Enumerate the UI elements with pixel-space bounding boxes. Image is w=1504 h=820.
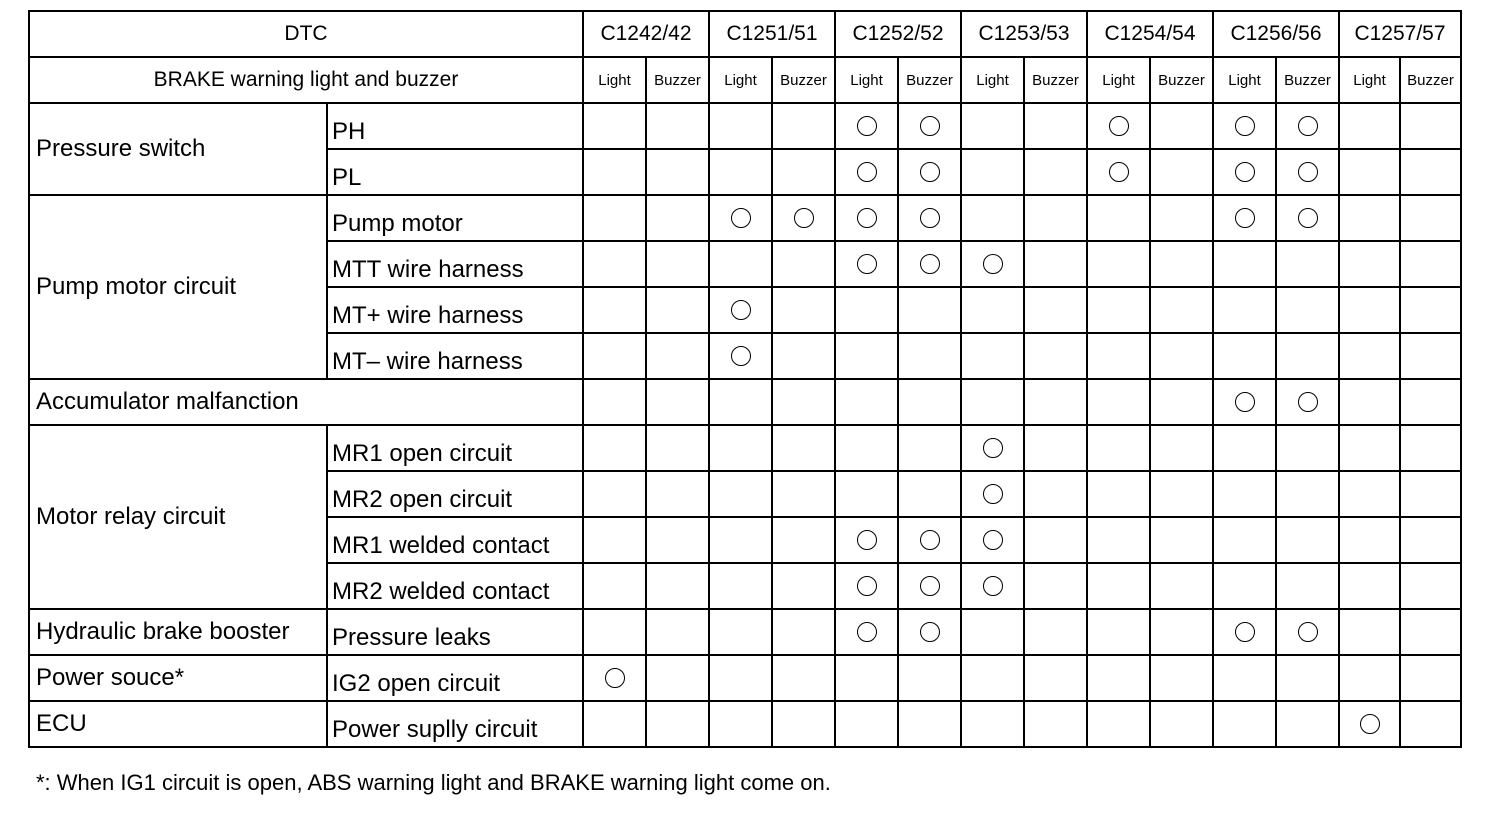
light-cell — [1339, 287, 1400, 333]
buzzer-cell — [898, 241, 961, 287]
circle-mark-icon — [920, 254, 940, 274]
buzzer-cell — [1400, 563, 1461, 609]
light-cell — [835, 149, 898, 195]
light-cell — [709, 655, 772, 701]
light-cell — [709, 287, 772, 333]
table-row — [29, 195, 1461, 241]
buzzer-cell — [898, 563, 961, 609]
buzzer-cell — [898, 471, 961, 517]
light-cell — [1213, 701, 1276, 747]
buzzer-cell — [1024, 149, 1087, 195]
light-cell — [583, 241, 646, 287]
light-cell — [709, 517, 772, 563]
group-label: Accumulator malfanction — [29, 379, 583, 425]
light-cell — [961, 471, 1024, 517]
buzzer-cell — [898, 655, 961, 701]
circle-mark-icon — [1235, 622, 1255, 642]
light-cell — [1087, 563, 1150, 609]
light-cell — [835, 701, 898, 747]
buzzer-cell — [1400, 333, 1461, 379]
circle-mark-icon — [1298, 162, 1318, 182]
buzzer-cell — [646, 149, 709, 195]
header-row-brake — [29, 57, 1461, 103]
dtc-code-header: C1252/52 — [835, 11, 961, 57]
buzzer-cell — [1276, 241, 1339, 287]
buzzer-cell — [1150, 425, 1213, 471]
buzzer-subheader: Buzzer — [1400, 57, 1461, 103]
light-cell — [583, 103, 646, 149]
buzzer-cell — [1276, 701, 1339, 747]
light-cell — [583, 379, 646, 425]
circle-mark-icon — [920, 530, 940, 550]
dtc-table — [28, 10, 1462, 748]
circle-mark-icon — [983, 484, 1003, 504]
table-row — [29, 609, 1461, 655]
light-cell — [1087, 517, 1150, 563]
light-cell — [709, 103, 772, 149]
circle-mark-icon — [605, 668, 625, 688]
group-label: Motor relay circuit — [29, 425, 327, 609]
light-subheader: Light — [961, 57, 1024, 103]
item-label: PL — [327, 149, 583, 195]
buzzer-cell — [1400, 149, 1461, 195]
buzzer-cell — [1150, 333, 1213, 379]
light-cell — [709, 609, 772, 655]
light-cell — [1339, 379, 1400, 425]
buzzer-cell — [1150, 701, 1213, 747]
light-cell — [1087, 379, 1150, 425]
buzzer-cell — [1150, 287, 1213, 333]
circle-mark-icon — [857, 576, 877, 596]
light-cell — [961, 563, 1024, 609]
buzzer-cell — [1150, 609, 1213, 655]
buzzer-cell — [1276, 517, 1339, 563]
buzzer-cell — [1400, 701, 1461, 747]
circle-mark-icon — [1235, 208, 1255, 228]
light-cell — [1213, 425, 1276, 471]
light-cell — [1213, 563, 1276, 609]
buzzer-cell — [772, 655, 835, 701]
item-label: Power suplly circuit — [327, 701, 583, 747]
item-label: MT+ wire harness — [327, 287, 583, 333]
table-row — [29, 379, 1461, 425]
buzzer-cell — [772, 517, 835, 563]
light-cell — [961, 149, 1024, 195]
buzzer-cell — [772, 471, 835, 517]
circle-mark-icon — [983, 530, 1003, 550]
buzzer-cell — [898, 425, 961, 471]
buzzer-cell — [1400, 471, 1461, 517]
light-cell — [583, 609, 646, 655]
header-row-dtc — [29, 11, 1461, 57]
buzzer-cell — [772, 333, 835, 379]
group-label: ECU — [29, 701, 327, 747]
light-cell — [1087, 287, 1150, 333]
buzzer-cell — [1400, 287, 1461, 333]
buzzer-cell — [1024, 471, 1087, 517]
light-cell — [709, 379, 772, 425]
buzzer-cell — [898, 609, 961, 655]
circle-mark-icon — [857, 162, 877, 182]
light-cell — [835, 103, 898, 149]
buzzer-cell — [772, 241, 835, 287]
light-cell — [1339, 425, 1400, 471]
light-cell — [961, 701, 1024, 747]
circle-mark-icon — [920, 162, 940, 182]
light-cell — [1087, 609, 1150, 655]
light-cell — [835, 379, 898, 425]
buzzer-cell — [1400, 609, 1461, 655]
light-cell — [961, 195, 1024, 241]
light-cell — [1213, 379, 1276, 425]
buzzer-cell — [1276, 195, 1339, 241]
light-cell — [835, 241, 898, 287]
circle-mark-icon — [1235, 162, 1255, 182]
buzzer-cell — [1276, 563, 1339, 609]
buzzer-cell — [1024, 425, 1087, 471]
buzzer-cell — [898, 701, 961, 747]
buzzer-cell — [646, 563, 709, 609]
light-cell — [961, 333, 1024, 379]
light-cell — [835, 655, 898, 701]
circle-mark-icon — [920, 116, 940, 136]
buzzer-cell — [1276, 287, 1339, 333]
light-cell — [1339, 149, 1400, 195]
circle-mark-icon — [1235, 392, 1255, 412]
light-cell — [583, 195, 646, 241]
light-cell — [709, 149, 772, 195]
buzzer-cell — [772, 563, 835, 609]
buzzer-cell — [646, 379, 709, 425]
light-cell — [1339, 195, 1400, 241]
light-cell — [1087, 195, 1150, 241]
light-cell — [583, 655, 646, 701]
buzzer-cell — [772, 701, 835, 747]
light-cell — [1087, 103, 1150, 149]
buzzer-cell — [1024, 563, 1087, 609]
dtc-code-header: C1253/53 — [961, 11, 1087, 57]
item-label: MR1 welded contact — [327, 517, 583, 563]
buzzer-cell — [1150, 241, 1213, 287]
buzzer-cell — [898, 103, 961, 149]
buzzer-cell — [1150, 149, 1213, 195]
buzzer-cell — [1276, 333, 1339, 379]
light-cell — [961, 103, 1024, 149]
buzzer-cell — [1024, 379, 1087, 425]
item-label: MT– wire harness — [327, 333, 583, 379]
light-cell — [1087, 655, 1150, 701]
circle-mark-icon — [1298, 622, 1318, 642]
table-row — [29, 103, 1461, 149]
light-cell — [583, 333, 646, 379]
circle-mark-icon — [920, 576, 940, 596]
table-row — [29, 425, 1461, 471]
buzzer-cell — [1024, 517, 1087, 563]
circle-mark-icon — [731, 346, 751, 366]
buzzer-cell — [898, 149, 961, 195]
circle-mark-icon — [983, 576, 1003, 596]
buzzer-cell — [646, 471, 709, 517]
group-label: Hydraulic brake booster — [29, 609, 327, 655]
light-cell — [709, 563, 772, 609]
light-cell — [1087, 471, 1150, 517]
item-label: Pressure leaks — [327, 609, 583, 655]
circle-mark-icon — [920, 208, 940, 228]
circle-mark-icon — [983, 254, 1003, 274]
group-label: Pressure switch — [29, 103, 327, 195]
light-subheader: Light — [1213, 57, 1276, 103]
buzzer-cell — [1150, 517, 1213, 563]
light-cell — [1213, 333, 1276, 379]
light-cell — [1339, 563, 1400, 609]
light-cell — [1213, 609, 1276, 655]
light-cell — [1339, 701, 1400, 747]
circle-mark-icon — [731, 208, 751, 228]
circle-mark-icon — [920, 622, 940, 642]
buzzer-cell — [1276, 149, 1339, 195]
buzzer-cell — [772, 195, 835, 241]
light-cell — [583, 425, 646, 471]
buzzer-cell — [1150, 379, 1213, 425]
light-cell — [1213, 103, 1276, 149]
buzzer-cell — [646, 241, 709, 287]
buzzer-cell — [1024, 103, 1087, 149]
light-subheader: Light — [709, 57, 772, 103]
buzzer-cell — [646, 287, 709, 333]
buzzer-cell — [1400, 517, 1461, 563]
dtc-code-header: C1242/42 — [583, 11, 709, 57]
buzzer-cell — [898, 517, 961, 563]
buzzer-cell — [646, 195, 709, 241]
light-cell — [1339, 241, 1400, 287]
circle-mark-icon — [857, 254, 877, 274]
light-cell — [1339, 471, 1400, 517]
light-cell — [1339, 103, 1400, 149]
light-cell — [835, 333, 898, 379]
buzzer-cell — [646, 517, 709, 563]
buzzer-cell — [1024, 609, 1087, 655]
buzzer-cell — [1150, 195, 1213, 241]
buzzer-cell — [898, 287, 961, 333]
light-cell — [1213, 287, 1276, 333]
buzzer-cell — [1150, 655, 1213, 701]
light-cell — [961, 517, 1024, 563]
light-cell — [835, 609, 898, 655]
buzzer-subheader: Buzzer — [1024, 57, 1087, 103]
light-cell — [835, 517, 898, 563]
buzzer-cell — [1276, 103, 1339, 149]
buzzer-cell — [646, 655, 709, 701]
buzzer-cell — [1024, 287, 1087, 333]
buzzer-cell — [1400, 425, 1461, 471]
buzzer-cell — [646, 425, 709, 471]
light-cell — [1339, 655, 1400, 701]
table-row — [29, 655, 1461, 701]
circle-mark-icon — [1235, 116, 1255, 136]
buzzer-cell — [1024, 195, 1087, 241]
light-cell — [1213, 471, 1276, 517]
item-label: PH — [327, 103, 583, 149]
circle-mark-icon — [857, 116, 877, 136]
buzzer-cell — [1276, 471, 1339, 517]
buzzer-cell — [1150, 471, 1213, 517]
light-cell — [1339, 333, 1400, 379]
circle-mark-icon — [1298, 392, 1318, 412]
buzzer-cell — [772, 379, 835, 425]
circle-mark-icon — [983, 438, 1003, 458]
dtc-code-header: C1256/56 — [1213, 11, 1339, 57]
circle-mark-icon — [857, 208, 877, 228]
light-cell — [1213, 655, 1276, 701]
light-cell — [583, 149, 646, 195]
buzzer-cell — [646, 609, 709, 655]
brake-warning-header: BRAKE warning light and buzzer — [29, 57, 583, 103]
circle-mark-icon — [1298, 116, 1318, 136]
item-label: MR1 open circuit — [327, 425, 583, 471]
light-cell — [709, 241, 772, 287]
circle-mark-icon — [857, 622, 877, 642]
buzzer-cell — [1276, 379, 1339, 425]
light-cell — [1339, 517, 1400, 563]
buzzer-cell — [1400, 195, 1461, 241]
light-subheader: Light — [835, 57, 898, 103]
light-cell — [709, 701, 772, 747]
buzzer-cell — [1276, 655, 1339, 701]
buzzer-cell — [1150, 103, 1213, 149]
buzzer-cell — [898, 379, 961, 425]
buzzer-subheader: Buzzer — [1276, 57, 1339, 103]
light-cell — [583, 563, 646, 609]
light-cell — [835, 195, 898, 241]
light-cell — [835, 425, 898, 471]
dtc-code-header: C1257/57 — [1339, 11, 1461, 57]
circle-mark-icon — [1109, 162, 1129, 182]
light-cell — [1087, 333, 1150, 379]
light-cell — [961, 655, 1024, 701]
light-cell — [835, 287, 898, 333]
light-cell — [961, 241, 1024, 287]
buzzer-cell — [772, 425, 835, 471]
buzzer-cell — [1400, 241, 1461, 287]
light-cell — [835, 471, 898, 517]
buzzer-cell — [1024, 333, 1087, 379]
light-cell — [1213, 195, 1276, 241]
light-cell — [961, 609, 1024, 655]
light-subheader: Light — [1339, 57, 1400, 103]
buzzer-subheader: Buzzer — [898, 57, 961, 103]
buzzer-cell — [1150, 563, 1213, 609]
circle-mark-icon — [731, 300, 751, 320]
light-cell — [1339, 609, 1400, 655]
table-body — [29, 11, 1461, 747]
buzzer-subheader: Buzzer — [772, 57, 835, 103]
light-cell — [961, 379, 1024, 425]
buzzer-cell — [646, 103, 709, 149]
light-cell — [835, 563, 898, 609]
light-cell — [1087, 241, 1150, 287]
light-cell — [583, 517, 646, 563]
buzzer-cell — [1024, 701, 1087, 747]
buzzer-cell — [898, 333, 961, 379]
table-row — [29, 701, 1461, 747]
light-cell — [709, 195, 772, 241]
group-label: Pump motor circuit — [29, 195, 327, 379]
buzzer-cell — [772, 609, 835, 655]
buzzer-cell — [772, 149, 835, 195]
item-label: MR2 welded contact — [327, 563, 583, 609]
dtc-code-header: C1251/51 — [709, 11, 835, 57]
light-subheader: Light — [1087, 57, 1150, 103]
buzzer-cell — [772, 103, 835, 149]
light-cell — [1087, 425, 1150, 471]
light-cell — [709, 425, 772, 471]
buzzer-cell — [1400, 655, 1461, 701]
buzzer-cell — [1400, 103, 1461, 149]
light-cell — [583, 287, 646, 333]
group-label: Power souce* — [29, 655, 327, 701]
light-cell — [1213, 241, 1276, 287]
light-cell — [709, 333, 772, 379]
light-cell — [583, 471, 646, 517]
light-cell — [1087, 701, 1150, 747]
circle-mark-icon — [1109, 116, 1129, 136]
circle-mark-icon — [1298, 208, 1318, 228]
buzzer-cell — [1024, 241, 1087, 287]
buzzer-cell — [898, 195, 961, 241]
buzzer-cell — [646, 701, 709, 747]
dtc-code-header: C1254/54 — [1087, 11, 1213, 57]
footnote: *: When IG1 circuit is open, ABS warning light and BRAKE warning light come on. — [36, 770, 831, 795]
buzzer-cell — [1276, 609, 1339, 655]
circle-mark-icon — [794, 208, 814, 228]
light-subheader: Light — [583, 57, 646, 103]
buzzer-subheader: Buzzer — [1150, 57, 1213, 103]
item-label: Pump motor — [327, 195, 583, 241]
light-cell — [1213, 149, 1276, 195]
circle-mark-icon — [857, 530, 877, 550]
light-cell — [1213, 517, 1276, 563]
dtc-header: DTC — [29, 11, 583, 57]
item-label: MR2 open circuit — [327, 471, 583, 517]
buzzer-cell — [1400, 379, 1461, 425]
item-label: MTT wire harness — [327, 241, 583, 287]
light-cell — [961, 425, 1024, 471]
light-cell — [961, 287, 1024, 333]
light-cell — [709, 471, 772, 517]
buzzer-cell — [1276, 425, 1339, 471]
buzzer-subheader: Buzzer — [646, 57, 709, 103]
light-cell — [583, 701, 646, 747]
buzzer-cell — [1024, 655, 1087, 701]
buzzer-cell — [646, 333, 709, 379]
buzzer-cell — [772, 287, 835, 333]
circle-mark-icon — [1360, 714, 1380, 734]
light-cell — [1087, 149, 1150, 195]
item-label: IG2 open circuit — [327, 655, 583, 701]
